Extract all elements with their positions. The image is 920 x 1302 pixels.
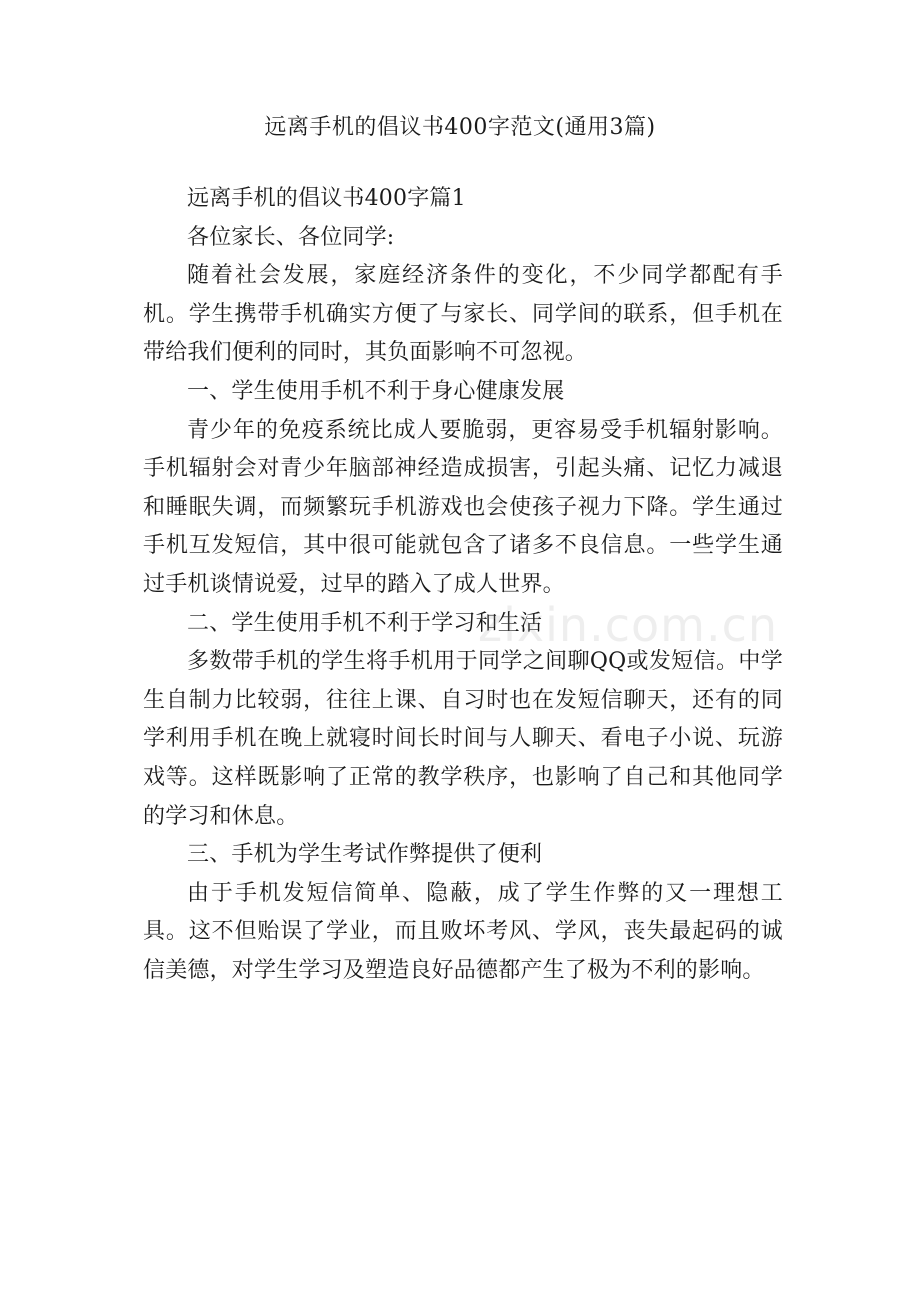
salutation: 各位家长、各位同学:: [187, 224, 395, 250]
point-heading-2: 二、学生使用手机不利于学习和生活: [187, 610, 543, 636]
document-title: 远离手机的倡议书400字范文(通用3篇): [264, 115, 656, 140]
point-paragraph-1: 青少年的免疫系统比成人要脆弱，更容易受手机辐射影响。手机辐射会对青少年脑部神经造成损害，引起头痛、记忆力减退和睡眠失调，而频繁玩手机游戏也会使孩子视力下降。学生通过手机互发短信，其中很可能就包含了诸多不良信息。一些学生通过手机谈情说爱，过早的踏入了成人世界。: [143, 417, 783, 597]
point-heading-3: 三、手机为学生考试作弊提供了便利: [187, 842, 543, 868]
document-body: [143, 180, 783, 990]
point-paragraph-2: 多数带手机的学生将手机用于同学之间聊QQ或发短信。中学生自制力比较弱，往往上课、自习时也在发短信聊天，还有的同学利用手机在晚上就寝时间长时间与人聊天、看电子小说、玩游戏等。这样既影响了正常的教学秩序，也影响了自己和其他同学的学习和休息。: [143, 649, 783, 829]
point-paragraph-3: 由于手机发短信简单、隐蔽，成了学生作弊的又一理想工具。这不但贻误了学业，而且败坏考风、学风，丧失最起码的诚信美德，对学生学习及塑造良好品德都产生了极为不利的影响。: [143, 880, 783, 983]
intro-paragraph: 随着社会发展，家庭经济条件的变化，不少同学都配有手机。学生携带手机确实方便了与家长、同学间的联系，但手机在带给我们便利的同时，其负面影响不可忽视。: [143, 263, 783, 366]
section-heading-1: 远离手机的倡议书400字篇1: [187, 186, 466, 211]
watermark-text: zixin.com.cn: [478, 598, 779, 652]
point-heading-1: 一、学生使用手机不利于身心健康发展: [187, 378, 565, 404]
